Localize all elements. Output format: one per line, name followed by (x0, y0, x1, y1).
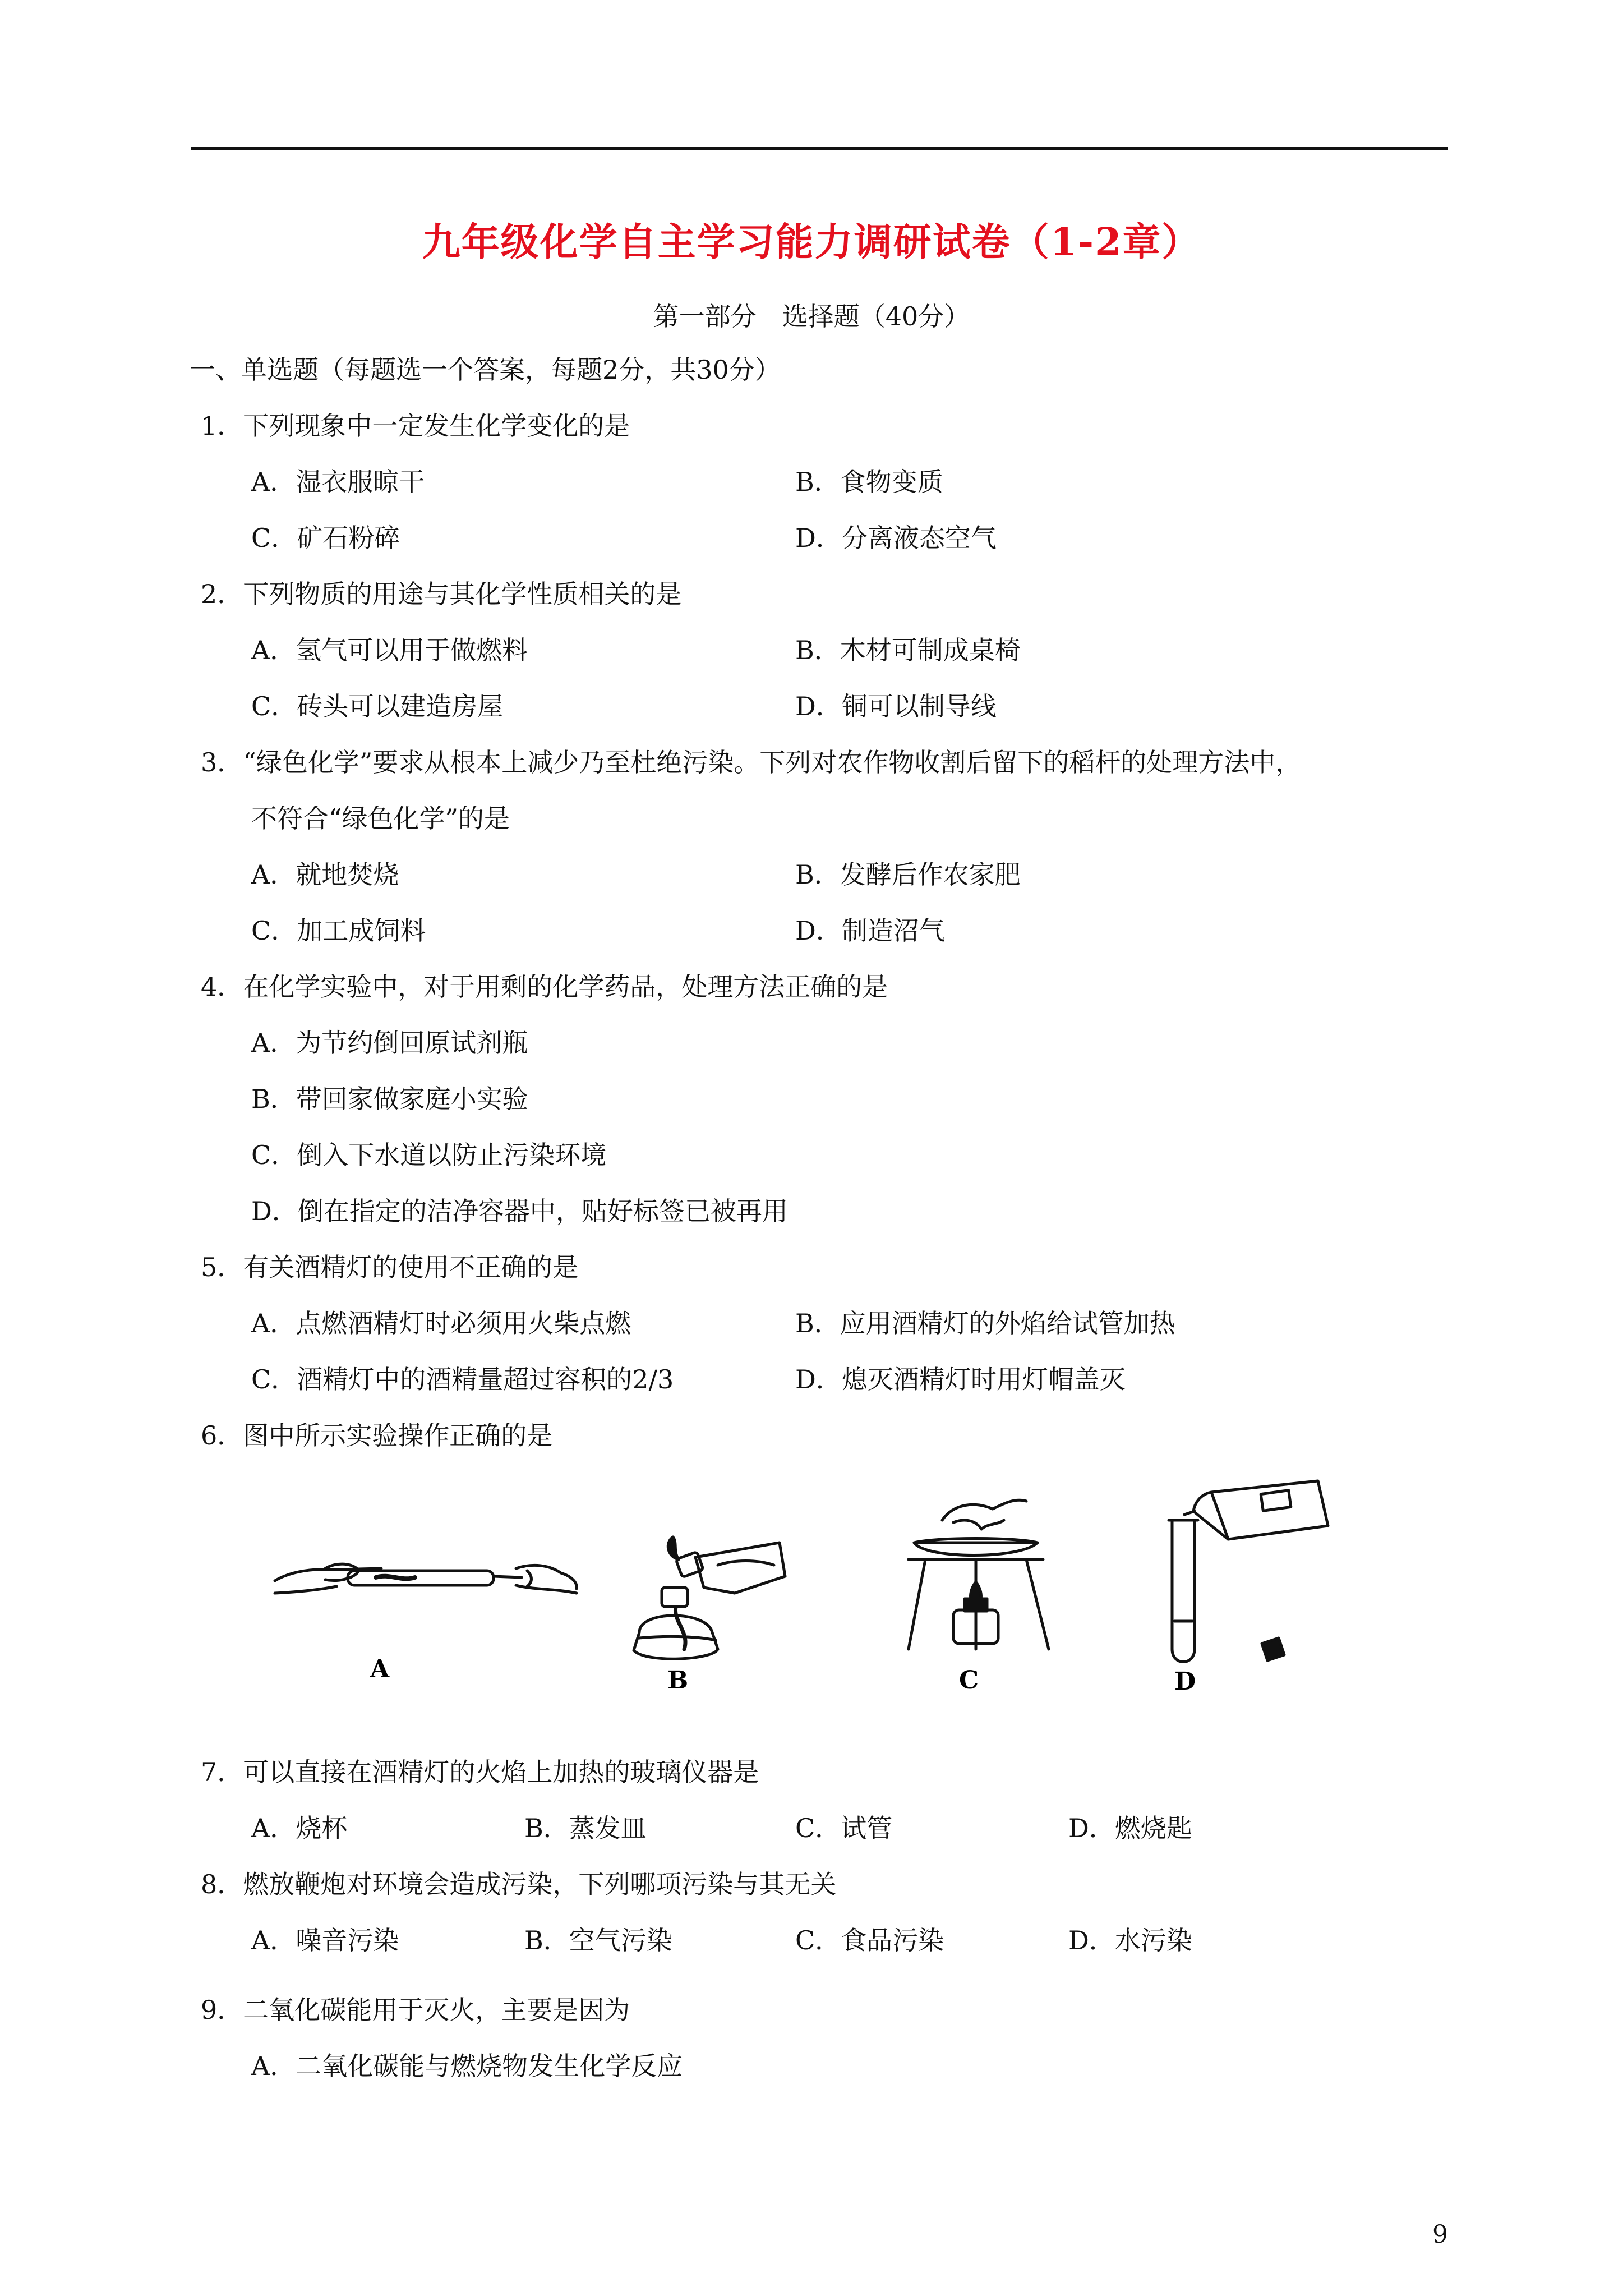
option: D．燃烧匙 (1068, 1813, 1192, 1843)
top-rule (191, 147, 1448, 150)
option: A．为节约倒回原试剂瓶 (251, 1028, 528, 1058)
option: D．水污染 (1068, 1925, 1192, 1955)
option: B．食物变质 (795, 467, 943, 497)
option: B．应用酒精灯的外焰给试管加热 (795, 1308, 1175, 1338)
figure-d-pouring-liquid (1150, 1470, 1340, 1694)
option: A．氢气可以用于做燃料 (251, 635, 528, 665)
option: A．烧杯 (251, 1813, 348, 1843)
option: B．蒸发皿 (524, 1813, 647, 1843)
part-subtitle: 第一部分 选择题（40分） (653, 301, 970, 332)
option: D．倒在指定的洁净容器中，贴好标签已被再用 (251, 1196, 788, 1226)
question-stem: 2．下列物质的用途与其化学性质相关的是 (201, 579, 682, 609)
question-stem: 8．燃放鞭炮对环境会造成污染，下列哪项污染与其无关 (201, 1869, 837, 1899)
figure-label-d: D (1174, 1667, 1196, 1694)
page-title: 九年级化学自主学习能力调研试卷（1-2章） (422, 220, 1201, 265)
figure-c-evaporating-dish (892, 1481, 1071, 1694)
question-stem: 1．下列现象中一定发生化学变化的是 (201, 411, 630, 441)
option: B．木材可制成桌椅 (795, 635, 1021, 665)
option: A．就地焚烧 (251, 859, 399, 890)
option: B．空气污染 (524, 1925, 672, 1955)
figure-label-c: C (959, 1666, 979, 1694)
question-stem: 4．在化学实验中，对于用剩的化学药品，处理方法正确的是 (201, 972, 888, 1002)
option: D．制造沼气 (795, 915, 945, 946)
question-stem: 6．图中所示实验操作正确的是 (201, 1420, 553, 1451)
question-stem: 7．可以直接在酒精灯的火焰上加热的玻璃仪器是 (201, 1757, 759, 1787)
page-number: 9 (1432, 2220, 1448, 2249)
figure-label-b: B (667, 1666, 689, 1694)
option: A．点燃酒精灯时必须用火柴点燃 (251, 1308, 631, 1338)
question-stem: 9．二氧化碳能用于灭火，主要是因为 (201, 1995, 630, 2025)
option: C．矿石粉碎 (251, 523, 400, 553)
option: C．酒精灯中的酒精量超过容积的2/3 (251, 1364, 674, 1395)
option: D．熄灭酒精灯时用灯帽盖灭 (795, 1364, 1126, 1395)
option: D．铜可以制导线 (795, 691, 997, 721)
option: B．发酵后作农家肥 (795, 859, 1021, 890)
option: B．带回家做家庭小实验 (251, 1084, 528, 1114)
section-heading: 一、单选题（每题选一个答案，每题2分，共30分） (190, 355, 781, 385)
figure-b-alcohol-lamp (606, 1503, 796, 1694)
question-stem-continued: 不符合“绿色化学”的是 (251, 803, 510, 834)
option: C．砖头可以建造房屋 (251, 691, 504, 721)
option: C．加工成饲料 (251, 915, 426, 946)
option: C．倒入下水道以防止污染环境 (251, 1140, 607, 1170)
option: C．食品污染 (795, 1925, 944, 1955)
option: D．分离液态空气 (795, 523, 997, 553)
option: A．噪音污染 (251, 1925, 399, 1955)
option: A．湿衣服晾干 (251, 467, 425, 497)
question-stem: 3．“绿色化学”要求从根本上减少乃至杜绝污染。下列对农作物收割后留下的稻杆的处理方法中， (201, 747, 1302, 777)
option: A．二氧化碳能与燃烧物发生化学反应 (251, 2051, 683, 2081)
option: C．试管 (795, 1813, 893, 1843)
figure-a-test-tube-holder (269, 1515, 583, 1683)
figure-label-a: A (370, 1655, 390, 1683)
question-stem: 5．有关酒精灯的使用不正确的是 (201, 1252, 579, 1282)
